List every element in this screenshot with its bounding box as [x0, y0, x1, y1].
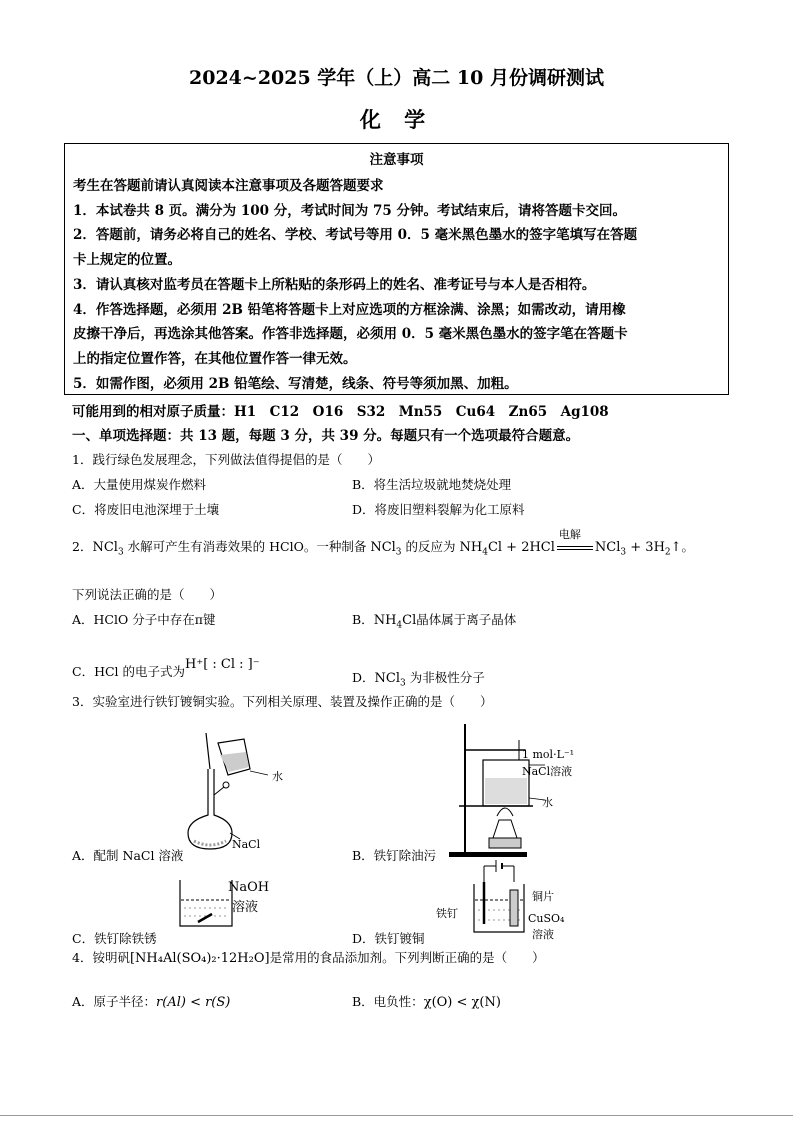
subject-title: 化 学	[359, 107, 434, 132]
q1-option-a: A．大量使用煤炭作燃料	[72, 477, 207, 492]
figure-a-volumetric-flask	[170, 725, 290, 850]
q2-sub-stem: 下列说法正确的是（ ）	[72, 587, 223, 602]
notice-line: 1．本试卷共 8 页。满分为 100 分，考试时间为 75 分钟。考试结束后，请将答题卡交回。	[73, 203, 626, 219]
q2-number: 2．	[72, 539, 93, 554]
notice-line: 3．请认真核对监考员在答题卡上所粘贴的条形码上的姓名、准考证号与本人是否相符。	[73, 277, 596, 293]
figure-c-label-solution: 溶液	[232, 900, 259, 915]
ncl3-formula: NCl$_3$	[92, 540, 124, 558]
q3-option-c: C．铁钉除铁锈	[72, 931, 157, 946]
q1-stem: 1．践行绿色发展理念，下列做法值得提倡的是（ ）	[72, 452, 380, 467]
figure-d-label-solution: 溶液	[532, 928, 554, 941]
notice-line: 4．作答选择题，必须用 2B 铅笔将答题卡上对应选项的方框涂满、涂黑；如需改动，请用橡	[73, 302, 626, 318]
notice-title: 注意事项	[369, 152, 424, 168]
atomic-masses: 可能用到的相对原子质量：H1 C12 O16 S32 Mn55 Cu64 Zn65 Ag108	[72, 404, 609, 420]
exam-title: 2024~2025 学年（上）高二 10 月份调研测试	[189, 67, 604, 89]
q2-text: 的反应为	[401, 539, 460, 554]
q1-option-b: B．将生活垃圾就地焚烧处理	[352, 477, 512, 492]
q2-stem: 2．NCl$_3$ 水解可产生有消毒效果的 HClO。一种制备 NCl$_3$ 的反应为 $NH_4Cl + 2HCl$ 电解 $NCl_3 + 3H_2↑$。	[72, 528, 695, 558]
figure-d-electroplating	[470, 860, 530, 940]
q4-option-b: B．电负性：χ(O) < χ(N)	[352, 994, 501, 1010]
reaction-condition: 电解	[558, 528, 581, 541]
q3-option-d: D．铁钉镀铜	[352, 931, 425, 946]
q2-text: 水解可产生有消毒效果的 HClO。一种制备	[123, 539, 371, 554]
figure-d-label-nail: 铁钉	[436, 907, 458, 920]
figure-b-label-nacl: NaCl溶液	[522, 765, 573, 778]
q4-stem: 4．铵明矾[NH₄Al(SO₄)₂·12H₂O]是常用的食品添加剂。下列判断正确的是（ ）	[72, 950, 545, 966]
section-heading: 一、单项选择题：共 13 题，每题 3 分，共 39 分。每题只有一个选项最符合题意。	[72, 428, 580, 444]
figure-a-label-nacl: NaCl	[232, 838, 261, 851]
q1-option-d: D．将废旧塑料裂解为化工原料	[352, 502, 525, 517]
q2-option-d: D．NCl$_3$ 为非极性分子	[352, 670, 485, 689]
figure-a-label-water: 水	[272, 770, 283, 783]
notice-line: 皮擦干净后，再选涂其他答案。作答非选择题，必须用 0．5 毫米黑色墨水的签字笔在答题卡	[73, 326, 628, 342]
figure-c-label-naoh: NaOH	[228, 880, 270, 895]
notice-line: 2．答题前，请务必将自己的姓名、学校、考试号等用 0．5 毫米黑色墨水的签字笔填写在答题	[73, 227, 638, 243]
q4-option-a: A．原子半径：r(Al) < r(S)	[72, 994, 231, 1010]
q2-option-c: C．HCl 的电子式为H⁺[ : Cl : ]⁻	[72, 657, 260, 679]
q2-option-b: B．$NH_4Cl$晶体属于离子晶体	[352, 612, 517, 631]
figure-b-heated-beaker	[445, 720, 555, 860]
figure-d-label-cuso4: CuSO₄	[528, 912, 565, 925]
figure-b-label-conc: 1 mol·L⁻¹	[522, 748, 575, 761]
reaction-equation: $NH_4Cl + 2HCl$ 电解 $NCl_3 + 3H_2↑$	[459, 528, 682, 558]
notice-line: 5．如需作图，必须用 2B 铅笔绘、写清楚，线条、符号等须加黑、加粗。	[73, 376, 518, 392]
alum-formula: [NH₄Al(SO₄)₂·12H₂O]	[129, 951, 270, 966]
q1-option-c: C．将废旧电池深埋于土壤	[72, 502, 220, 517]
notice-box	[64, 143, 729, 395]
q3-option-b: B．铁钉除油污	[352, 848, 437, 863]
figure-d-label-copper: 铜片	[532, 890, 554, 903]
q2-option-a: A．HClO 分子中存在π键	[72, 612, 216, 627]
figure-b-label-water: 水	[542, 796, 553, 809]
electron-formula: H⁺[ : Cl : ]⁻	[185, 657, 260, 672]
q3-option-a: A．配制 NaCl 溶液	[72, 848, 184, 863]
notice-line: 卡上规定的位置。	[73, 252, 181, 268]
notice-line: 考生在答题前请认真阅读本注意事项及各题答题要求	[73, 178, 384, 194]
q3-stem: 3．实验室进行铁钉镀铜实验。下列相关原理、装置及操作正确的是（ ）	[72, 694, 493, 709]
notice-line: 上的指定位置作答，在其他位置作答一律无效。	[73, 351, 357, 367]
bottom-divider	[0, 1115, 793, 1116]
ncl3-formula: NCl$_3$	[370, 540, 402, 558]
